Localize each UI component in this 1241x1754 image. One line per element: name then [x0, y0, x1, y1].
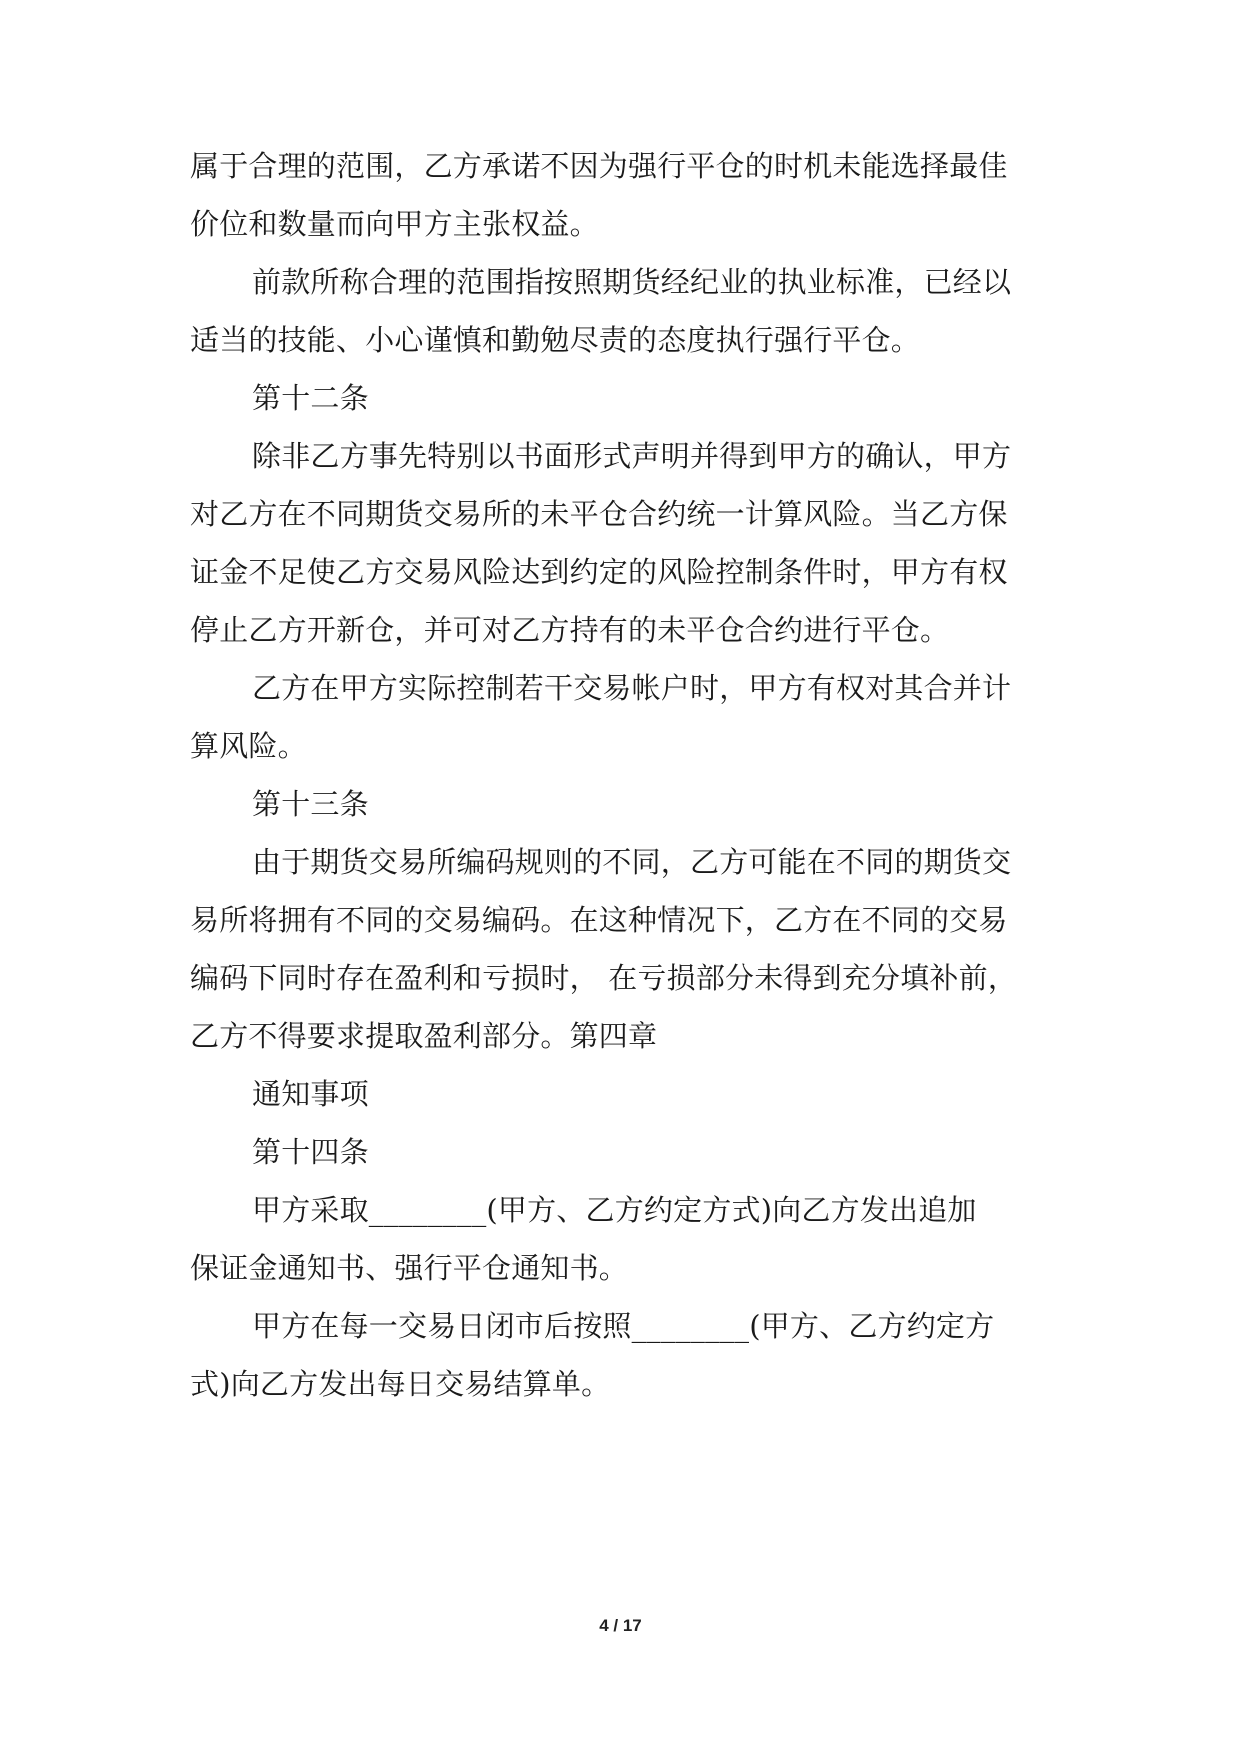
article-heading: 第十四条	[252, 1135, 369, 1169]
text-line: 易所将拥有不同的交易编码。在这种情况下，乙方在不同的交易	[190, 903, 1008, 937]
text-line: 式)向乙方发出每日交易结算单。	[190, 1367, 611, 1401]
article-heading: 第十三条	[252, 787, 369, 821]
text-line: 属于合理的范围，乙方承诺不因为强行平仓的时机未能选择最佳	[190, 149, 1008, 183]
text-line: 对乙方在不同期货交易所的未平仓合约统一计算风险。当乙方保	[190, 497, 1008, 531]
article-heading: 第十二条	[252, 381, 369, 415]
text-line: 编码下同时存在盈利和亏损时， 在亏损部分未得到充分填补前，	[190, 961, 1018, 995]
text-line: 证金不足使乙方交易风险达到约定的风险控制条件时，甲方有权	[190, 555, 1008, 589]
text-line: 算风险。	[190, 729, 307, 763]
text-line: 甲方采取________(甲方、乙方约定方式)向乙方发出追加	[252, 1193, 977, 1227]
text-line: 乙方在甲方实际控制若干交易帐户时，甲方有权对其合并计	[252, 671, 1012, 705]
text-line: 甲方在每一交易日闭市后按照________(甲方、乙方约定方	[252, 1309, 995, 1343]
text-line: 停止乙方开新仓，并可对乙方持有的未平仓合约进行平仓。	[190, 613, 950, 647]
text-line: 由于期货交易所编码规则的不同，乙方可能在不同的期货交	[252, 845, 1012, 879]
text-line: 保证金通知书、强行平仓通知书。	[190, 1251, 629, 1285]
text-line: 乙方不得要求提取盈利部分。第四章	[190, 1019, 658, 1053]
text-line: 价位和数量而向甲方主张权益。	[190, 207, 599, 241]
text-line: 适当的技能、小心谨慎和勤勉尽责的态度执行强行平仓。	[190, 323, 921, 357]
text-line: 除非乙方事先特别以书面形式声明并得到甲方的确认，甲方	[252, 439, 1012, 473]
chapter-heading: 通知事项	[252, 1077, 369, 1111]
text-line: 前款所称合理的范围指按照期货经纪业的执业标准，已经以	[252, 265, 1012, 299]
page-number: 4 / 17	[599, 1616, 642, 1635]
